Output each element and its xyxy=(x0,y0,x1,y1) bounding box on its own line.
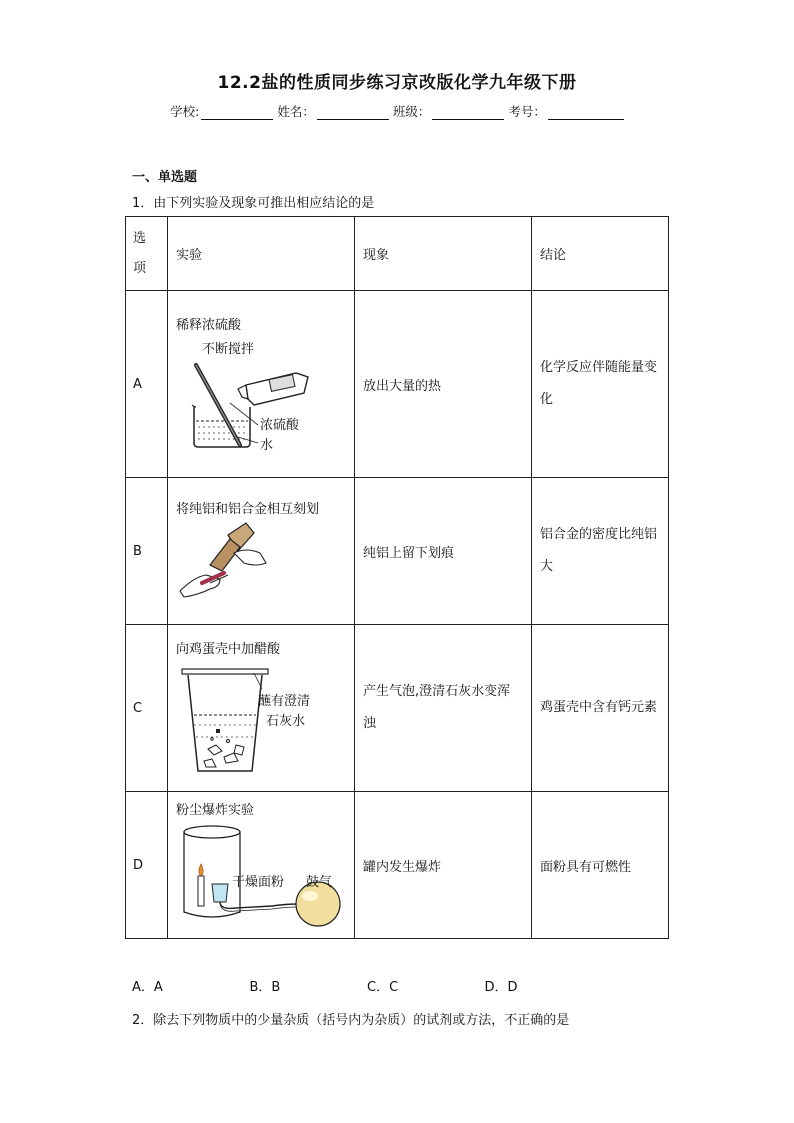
row-conclusion: 面粉具有可燃性 xyxy=(532,792,669,939)
scratch-metal-figure xyxy=(176,517,276,601)
number-field xyxy=(508,102,624,120)
experiment-title: 稀释浓硫酸 xyxy=(176,317,242,333)
answer-option-b[interactable]: B．B xyxy=(249,980,281,995)
class-field xyxy=(393,102,505,120)
school-field xyxy=(170,102,273,120)
name-field xyxy=(277,102,389,120)
row-phenomenon: 放出大量的热 xyxy=(355,291,532,478)
header-phenomenon: 现象 xyxy=(355,217,532,291)
row-conclusion: 铝合金的密度比纯铝大 xyxy=(532,478,669,625)
header-option-text: 选项 xyxy=(133,230,147,276)
row-option: B xyxy=(126,478,168,625)
row-option: D xyxy=(126,792,168,939)
label-water: 水 xyxy=(260,437,274,451)
header-option xyxy=(126,217,168,291)
question-1-answers xyxy=(132,976,602,995)
question-1-table xyxy=(125,216,669,939)
question-1: 1．由下列实验及现象可推出相应结论的是 xyxy=(132,196,375,211)
header-conclusion: 结论 xyxy=(532,217,669,291)
experiment-title: 向鸡蛋壳中加醋酸 xyxy=(176,641,281,657)
experiment-title: 粉尘爆炸实验 xyxy=(176,802,255,818)
class-label: 班级： xyxy=(392,104,431,119)
label-blow: 鼓气 xyxy=(306,874,333,890)
row-conclusion: 鸡蛋壳中含有钙元素 xyxy=(532,625,669,792)
row-option: A xyxy=(126,291,168,478)
row-conclusion: 化学反应伴随能量变化 xyxy=(532,291,669,478)
table-row xyxy=(126,478,669,625)
dilute-sulfuric-acid-figure xyxy=(176,333,336,451)
school-blank[interactable] xyxy=(201,105,273,120)
page-title: 12.2盐的性质同步练习京改版化学九年级下册 xyxy=(217,73,577,93)
answer-option-c[interactable]: C．C xyxy=(367,980,399,995)
row-experiment xyxy=(168,625,355,792)
name-label: 姓名： xyxy=(277,104,315,119)
label-limewater-2: 石灰水 xyxy=(266,713,306,729)
section-title: 一、单选题 xyxy=(132,170,198,185)
row-experiment xyxy=(168,478,355,625)
row-option: C xyxy=(126,625,168,792)
dust-explosion-figure xyxy=(176,818,342,928)
row-experiment xyxy=(168,792,355,939)
table-row xyxy=(126,625,669,792)
answer-option-d[interactable]: D．D xyxy=(484,980,518,995)
number-blank[interactable] xyxy=(548,105,624,120)
class-blank[interactable] xyxy=(432,105,504,120)
eggshell-vinegar-figure xyxy=(176,657,336,775)
label-limewater-1: 蘸有澄清 xyxy=(258,693,311,709)
row-phenomenon: 纯铝上留下划痕 xyxy=(355,478,532,625)
number-label: 考号： xyxy=(508,104,546,119)
question-2: 2．除去下列物质中的少量杂质（括号内为杂质）的试剂或方法，不正确的是 xyxy=(132,1013,570,1028)
answer-option-a[interactable]: A．A xyxy=(132,980,163,995)
row-phenomenon: 罐内发生爆炸 xyxy=(355,792,532,939)
header-experiment: 实验 xyxy=(168,217,355,291)
label-stirring: 不断搅拌 xyxy=(202,341,255,357)
table-header-row xyxy=(126,217,669,291)
row-experiment xyxy=(168,291,355,478)
table-row xyxy=(126,291,669,478)
table-row xyxy=(126,792,669,939)
row-phenomenon: 产生气泡,澄清石灰水变浑浊 xyxy=(355,625,532,792)
name-blank[interactable] xyxy=(317,105,389,120)
label-conc-acid: 浓硫酸 xyxy=(260,417,300,433)
school-label: 学校: xyxy=(170,104,200,119)
label-flour: 干燥面粉 xyxy=(232,874,285,890)
experiment-title: 将纯铝和铝合金相互刻划 xyxy=(176,501,320,517)
student-info-row xyxy=(0,102,794,120)
